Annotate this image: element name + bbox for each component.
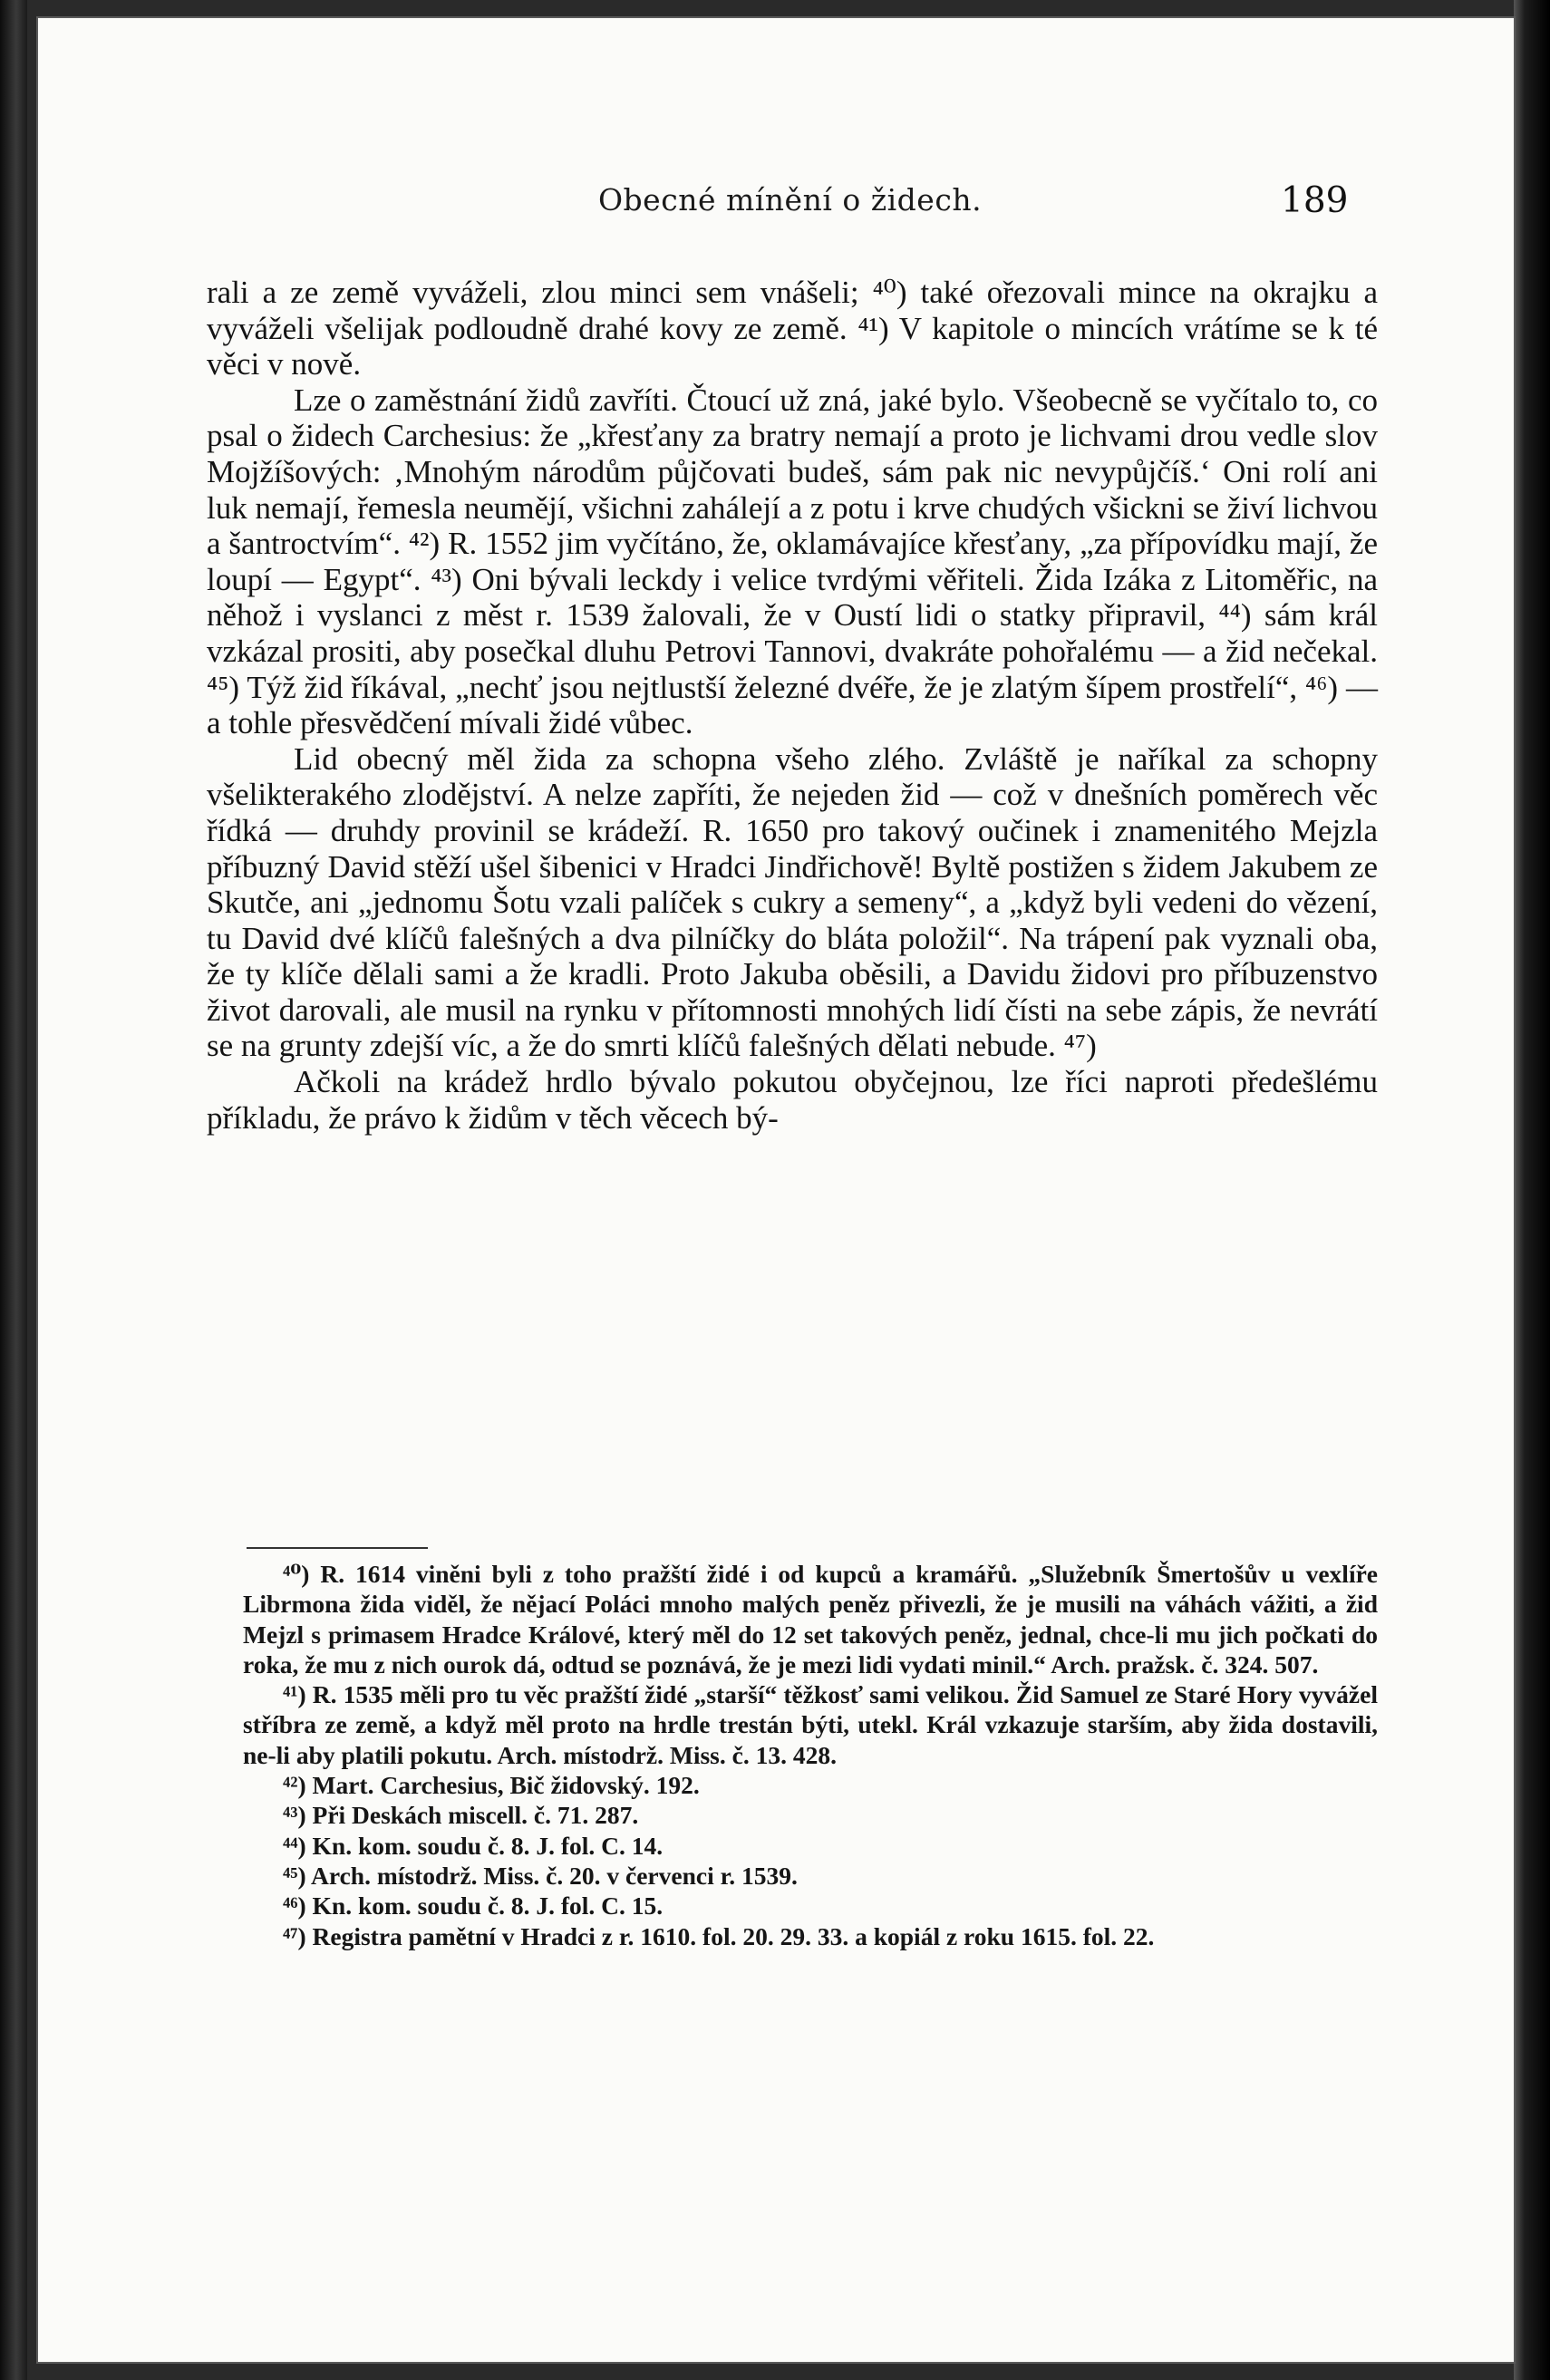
main-text: [207, 275, 1378, 1136]
footnote: ⁴⁰) R. 1614 viněni byli z toho pražští židé i od kupců a kramářů. „Služebník Šmertošův u vexlíře Librmona žida viděl, že nějací Poláci mnoho malých peněz přivezli, že je musili na váhách vážiti, a žid Mejzl s primasem Hradce Králové, který měl do 12 set takových peněz, jednal, chce-li mu jich počkati do roka, že mu z nich ourok dá, odtud se poznává, že je mezi lidi vydati minil.“ Arch. pražsk. č. 324. 507.: [243, 1560, 1378, 1679]
scan-binding-shadow: [0, 0, 27, 2380]
paragraph: Ačkoli na krádež hrdlo bývalo pokutou obyčejnou, lze říci naproti předešlému příkladu, že právo k židům v těch věcech bý-: [207, 1064, 1378, 1136]
footnote: ⁴²) Mart. Carchesius, Bič židovský. 192.: [283, 1771, 700, 1800]
paragraph: Lid obecný měl žida za schopna všeho zlého. Zvláště je naříkal za schopny všelikterakého zlodějství. A nelze zapříti, že nejeden žid — což v dnešních poměrech věc řídká — druhdy provinil se krádeží. R. 1650 pro takový oučinek i znamenitého Mejzla příbuzný David stěží ušel šibenici v Hradci Jindřichově! Byltě postižen s židem Jakubem ze Skutče, ani „jednomu Šotu vzali palíček s cukry a semeny“, a „když byli vedeni do vězení, tu David dvé klíčů falešných a dva pilníčky do bláta položil“. Na trápení pak vyznali oba, že ty klíče dělali sami a že kradli. Proto Jakuba oběsili, a Davidu židovi pro příbuzenstvo život darovali, ale musil na rynku v přítomnosti mnohých lidí čísti na sebe zápis, že nevrátí se na grunty zdejší víc, a že do smrti klíčů falešných dělati nebude. ⁴⁷): [207, 740, 1378, 1064]
page-header: [36, 182, 1516, 227]
footnote: ⁴³) Při Deskách miscell. č. 71. 287.: [283, 1801, 639, 1830]
footnote: ⁴⁶) Kn. kom. soudu č. 8. J. fol. C. 15.: [283, 1891, 664, 1920]
page-number: 189: [1281, 180, 1349, 221]
footnotes: [243, 1559, 1378, 1951]
footnote: ⁴⁷) Registra pamětní v Hradci z r. 1610. fol. 20. 29. 33. a kopiál z roku 1615. fol. 22.: [283, 1921, 1155, 1950]
footnote: ⁴¹) R. 1535 měli pro tu věc pražští židé „starší“ těžkosť sami velikou. Žid Samuel ze Staré Hory vyvážel stříbra ze země, a když měl proto na hrdle trestán býti, utekl. Král vzkazuje starším, aby žida dostavili, ne-li aby platili pokutu. Arch. místodrž. Miss. č. 13. 428.: [243, 1680, 1378, 1769]
paragraph: Lze o zaměstnání židů zavříti. Čtoucí už zná, jaké bylo. Všeobecně se vyčítalo to, co psal o židech Carchesius: že „křesťany za bratry nemají a proto je lichvami drou vedle slov Mojžíšových: ‚Mnohým národům půjčovati budeš, sám pak nic nevypůjčíš.‘ Oni rolí ani luk nemají, řemesla neumějí, všichni zahálejí a z potu i krve chudých všickni se živí lichvou a šantroctvím“. ⁴²) R. 1552 jim vyčítáno, že, oklamávajíce křesťany, „za přípovídku mají, že loupí — Egypt“. ⁴³) Oni bývali leckdy i velice tvrdými věřiteli. Žida Izáka z Litoměřic, na něhož i vyslanci z měst r. 1539 žalovali, že v Oustí lidi o statky připravil, ⁴⁴) sám král vzkázal prositi, aby posečkal dluhu Petrovi Tannovi, dvakráte pohořalému — a žid nečekal. ⁴⁵) Týž žid říkával, „nechť jsou nejtlustší železné dvéře, že je zlatým šípem prostřelí“, ⁴⁶) — a tohle přesvědčení mívali židé vůbec.: [207, 382, 1378, 741]
book-page: [36, 16, 1516, 2364]
footnote: ⁴⁵) Arch. místodrž. Miss. č. 20. v červenci r. 1539.: [283, 1861, 798, 1890]
footnote-separator: [247, 1547, 428, 1549]
paragraph: rali a ze země vyváželi, zlou minci sem vnášeli; ⁴⁰) také ořezovali mince na okrajku a vyváželi všelijak podloudně drahé kovy ze země. ⁴¹) V kapitole o mincích vrátíme se k té věci v nově.: [207, 275, 1378, 382]
scan-edge-shadow: [1514, 0, 1550, 2380]
footnote: ⁴⁴) Kn. kom. soudu č. 8. J. fol. C. 14.: [283, 1831, 664, 1860]
running-title: Obecné mínění o židech.: [598, 182, 983, 218]
